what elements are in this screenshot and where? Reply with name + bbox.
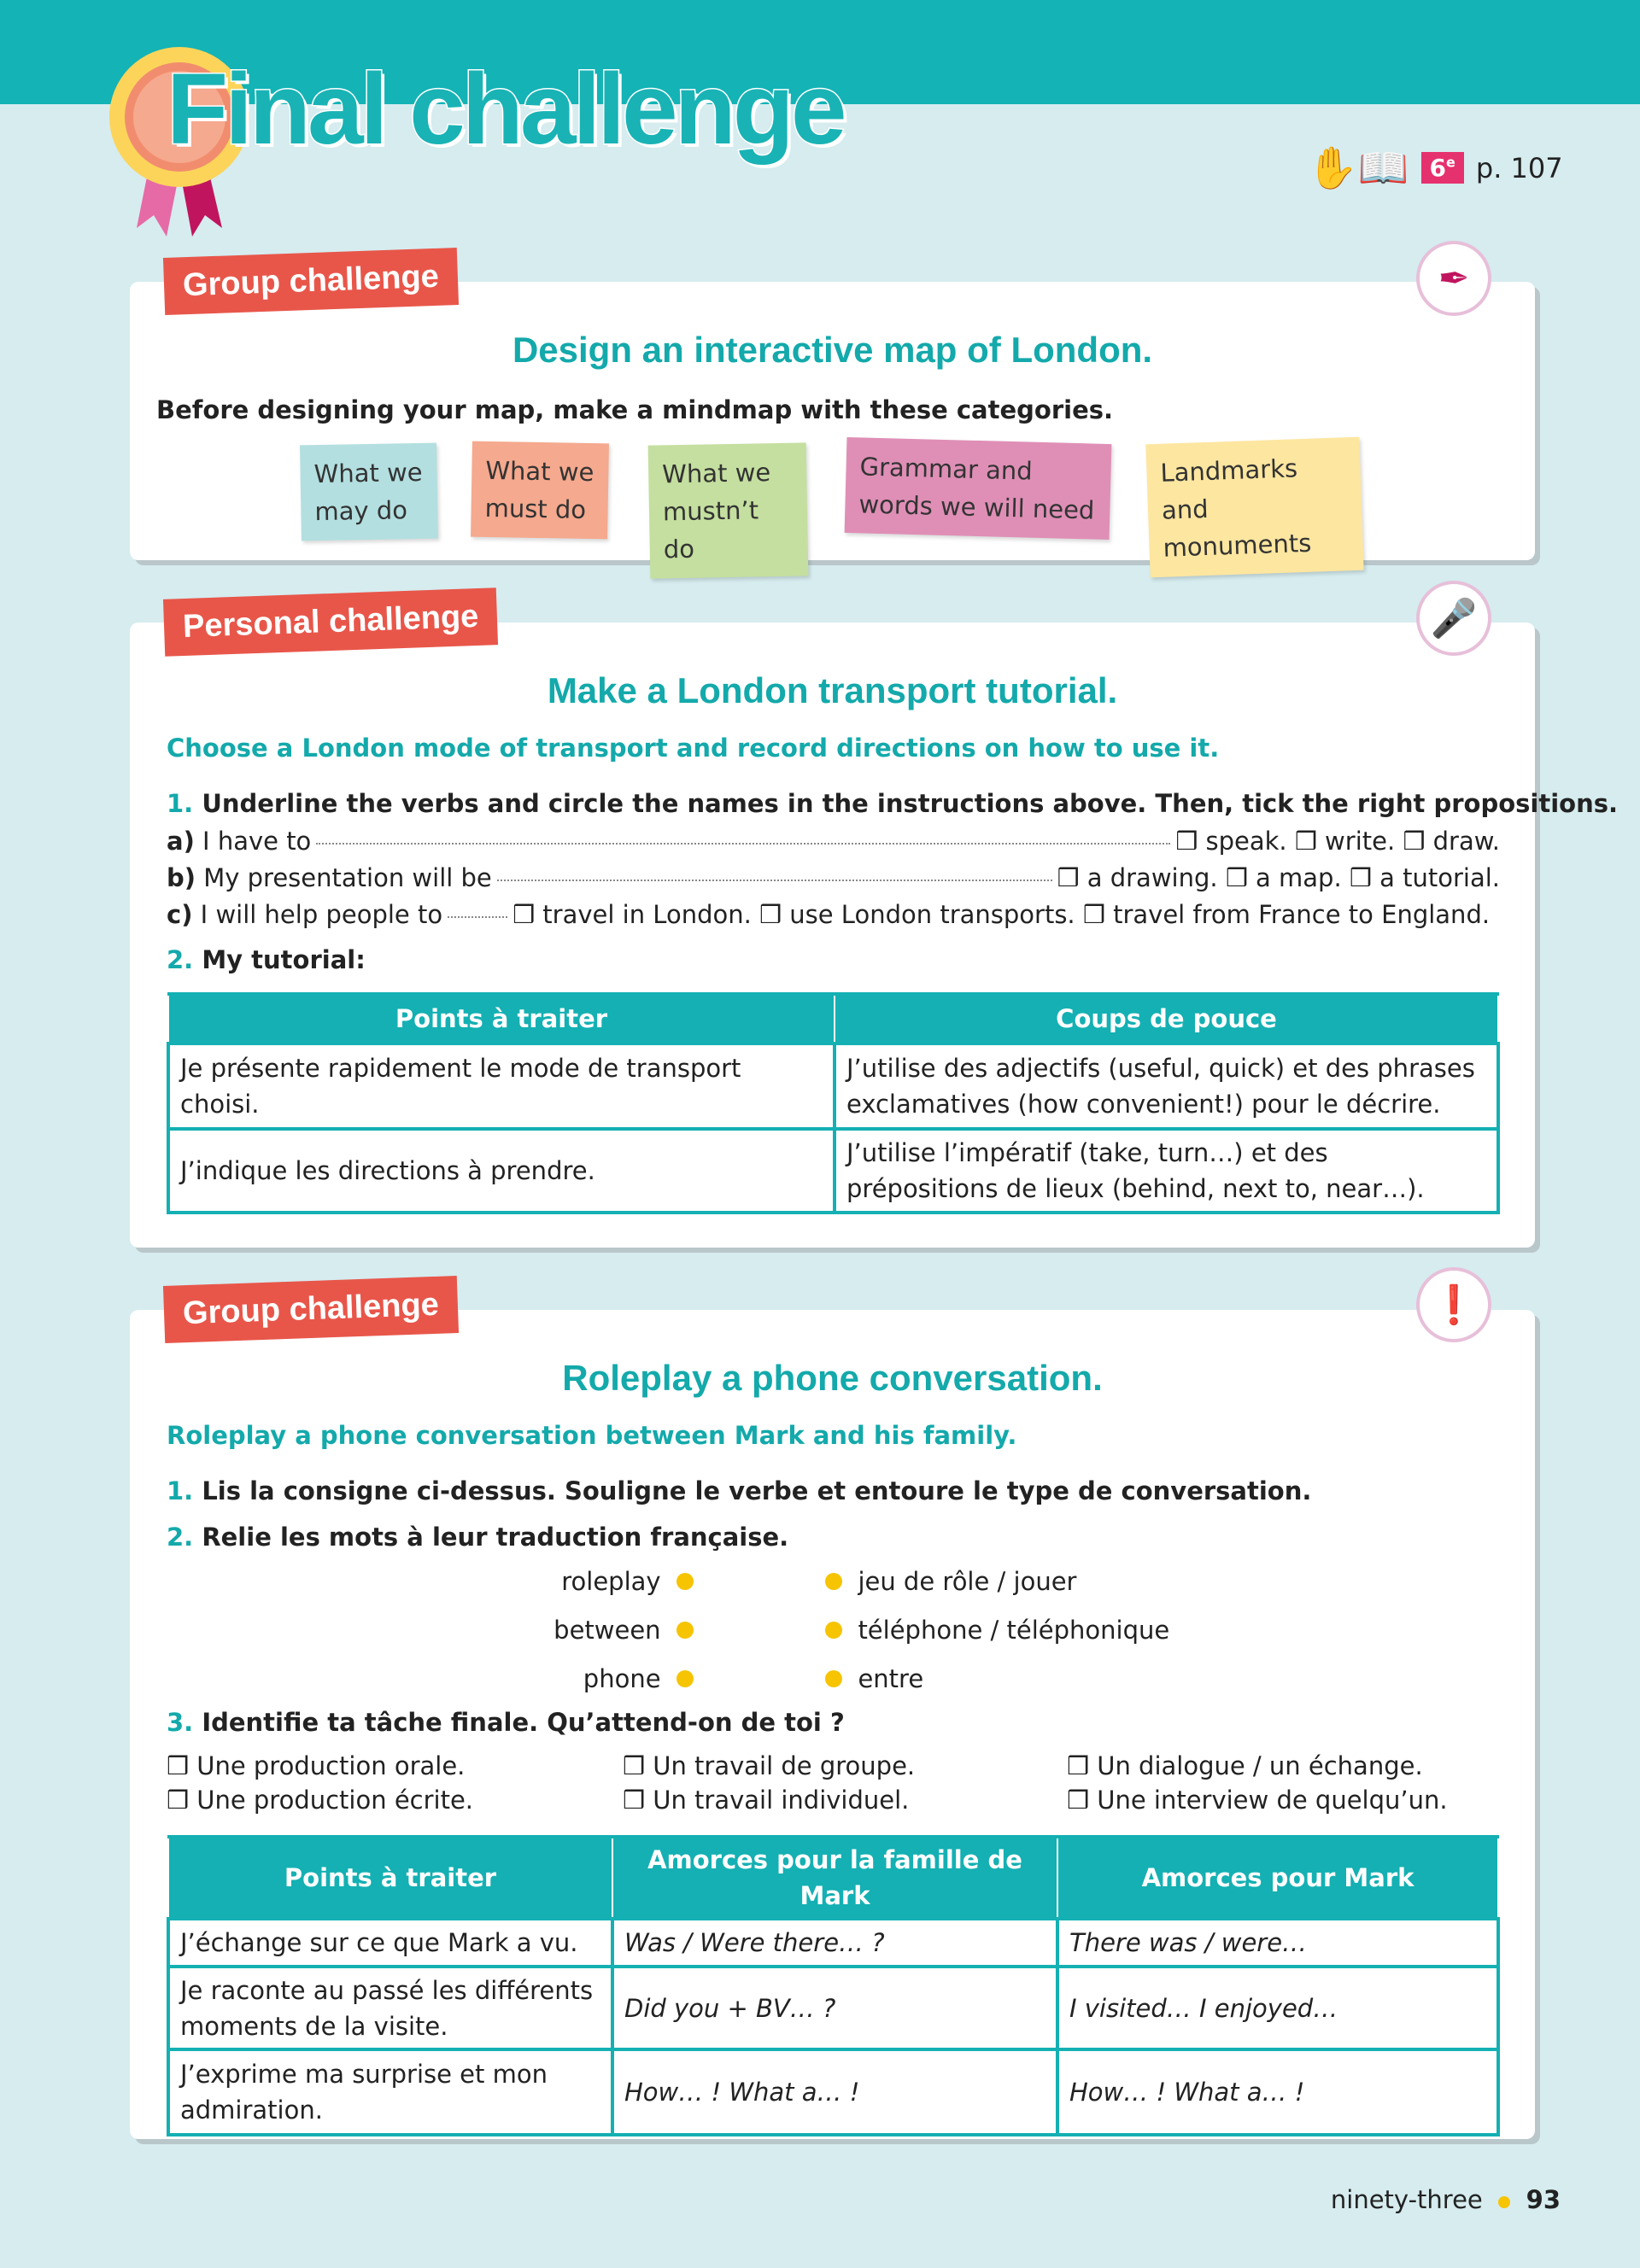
- personal-challenge-card: [130, 623, 1619, 1248]
- proposition-c: c) I will help people to ❒ travel in London. ❒ use London transports. ❒ travel from France to England.: [167, 897, 1500, 932]
- page-ref: p. 107: [1475, 151, 1563, 184]
- speech-bubble-icon: ❗: [1416, 1267, 1491, 1342]
- card-heading: Make a London transport tutorial.: [547, 670, 1118, 710]
- checkbox-option[interactable]: ❒ Une production écrite.: [167, 1786, 474, 1815]
- checkbox-option[interactable]: ❒ Un travail individuel.: [623, 1786, 910, 1815]
- card-instruction: Before designing your map, make a mindmap with these categories.: [156, 395, 1114, 424]
- match-translation[interactable]: téléphone / téléphonique: [825, 1613, 1169, 1662]
- tick-options[interactable]: ❒ a drawing. ❒ a map. ❒ a tutorial.: [1057, 863, 1500, 892]
- checkbox-option[interactable]: ❒ Un dialogue / un échange.: [1067, 1751, 1423, 1780]
- personal-challenge-tag: Personal challenge: [163, 587, 498, 657]
- roleplay-table: [167, 1835, 1500, 2136]
- question-2: 2. My tutorial:: [167, 945, 366, 974]
- level-badge: 6e: [1421, 152, 1464, 184]
- group-challenge-roleplay-card: [130, 1310, 1535, 2139]
- reading-hands-icon: ✋📖: [1307, 144, 1409, 192]
- page-reference: [1307, 143, 1563, 192]
- checkbox-option[interactable]: ❒ Une interview de quelqu’un.: [1067, 1786, 1448, 1815]
- checkbox-option[interactable]: ❒ Un travail de groupe.: [623, 1751, 916, 1780]
- match-word[interactable]: phone: [472, 1662, 694, 1710]
- checkbox-column: [1067, 1749, 1448, 1817]
- tick-options[interactable]: ❒ travel in London. ❒ use London transports. ❒ travel from France to England.: [512, 900, 1491, 929]
- group-challenge-tag: Group challenge: [163, 248, 459, 315]
- page-footer: ninety-three 93: [1330, 2185, 1561, 2214]
- column-header: Points à traiter: [168, 1837, 612, 1919]
- match-word[interactable]: roleplay: [472, 1564, 694, 1613]
- card-heading: Design an interactive map of London.: [512, 330, 1153, 370]
- match-translation[interactable]: entre: [825, 1662, 1169, 1710]
- microphone-icon: 🎤: [1416, 581, 1491, 656]
- match-right-column: [825, 1564, 1169, 1710]
- sticky-note: What we must do: [471, 441, 609, 540]
- tutorial-table: [167, 992, 1500, 1214]
- checkbox-column: [167, 1749, 473, 1817]
- column-header: Points à traiter: [168, 994, 835, 1043]
- sticky-note: Landmarks and monuments: [1145, 437, 1363, 578]
- sticky-note: What we mustn’t do: [648, 442, 809, 578]
- page-title: Final challenge: [167, 53, 844, 166]
- group-challenge-tag: Group challenge: [163, 1276, 459, 1343]
- match-translation[interactable]: jeu de rôle / jouer: [825, 1564, 1169, 1613]
- card-heading: Roleplay a phone conversation.: [562, 1358, 1103, 1398]
- column-header: Amorces pour Mark: [1057, 1837, 1498, 1919]
- question-1: 1. Underline the verbs and circle the names in the instructions above. Then, tick the right propositions.: [167, 789, 1619, 818]
- pen-icon: ✒: [1416, 241, 1491, 316]
- table-row: Je présente rapidement le mode de transport choisi. J’utilise des adjectifs (useful, quick) et des phrases exclamatives (how convenient!) pour le décrire.: [168, 1043, 1498, 1129]
- sticky-note: What we may do: [300, 443, 438, 541]
- checkbox-option[interactable]: ❒ Une production orale.: [167, 1751, 466, 1780]
- proposition-a: a) I have to ❒ speak. ❒ write. ❒ draw.: [167, 823, 1500, 859]
- table-row: J’indique les directions à prendre. J’utilise l’impératif (take, turn…) et des prépositions de lieux (behind, next to, near…).: [168, 1129, 1498, 1213]
- column-header: Amorces pour la famille de Mark: [612, 1837, 1057, 1919]
- question-1: 1. Lis la consigne ci-dessus. Souligne le verbe et entoure le type de conversation.: [167, 1476, 1312, 1505]
- card-subtitle: Choose a London mode of transport and record directions on how to use it.: [167, 734, 1220, 763]
- table-row: Je raconte au passé les différents moments de la visite. Did you + BV… ? I visited… I enjoyed…: [168, 1967, 1498, 2049]
- table-row: J’échange sur ce que Mark a vu. Was / Were there… ? There was / were…: [168, 1919, 1498, 1967]
- column-header: Coups de pouce: [835, 994, 1498, 1043]
- proposition-b: b) My presentation will be ❒ a drawing. ❒ a map. ❒ a tutorial.: [167, 860, 1500, 896]
- checkbox-column: [623, 1749, 915, 1817]
- match-left-column: [472, 1564, 694, 1710]
- match-word[interactable]: between: [472, 1613, 694, 1662]
- table-row: J’exprime ma surprise et mon admiration. How… ! What a… ! How… ! What a… !: [168, 2049, 1498, 2135]
- group-challenge-map-card: [130, 282, 1535, 564]
- card-subtitle: Roleplay a phone conversation between Mark and his family.: [167, 1421, 1017, 1450]
- tick-options[interactable]: ❒ speak. ❒ write. ❒ draw.: [1175, 827, 1500, 856]
- question-3: 3. Identifie ta tâche finale. Qu’attend-on de toi ?: [167, 1708, 845, 1737]
- question-2: 2. Relie les mots à leur traduction française.: [167, 1523, 789, 1552]
- sticky-note: Grammar and words we will need: [845, 437, 1112, 540]
